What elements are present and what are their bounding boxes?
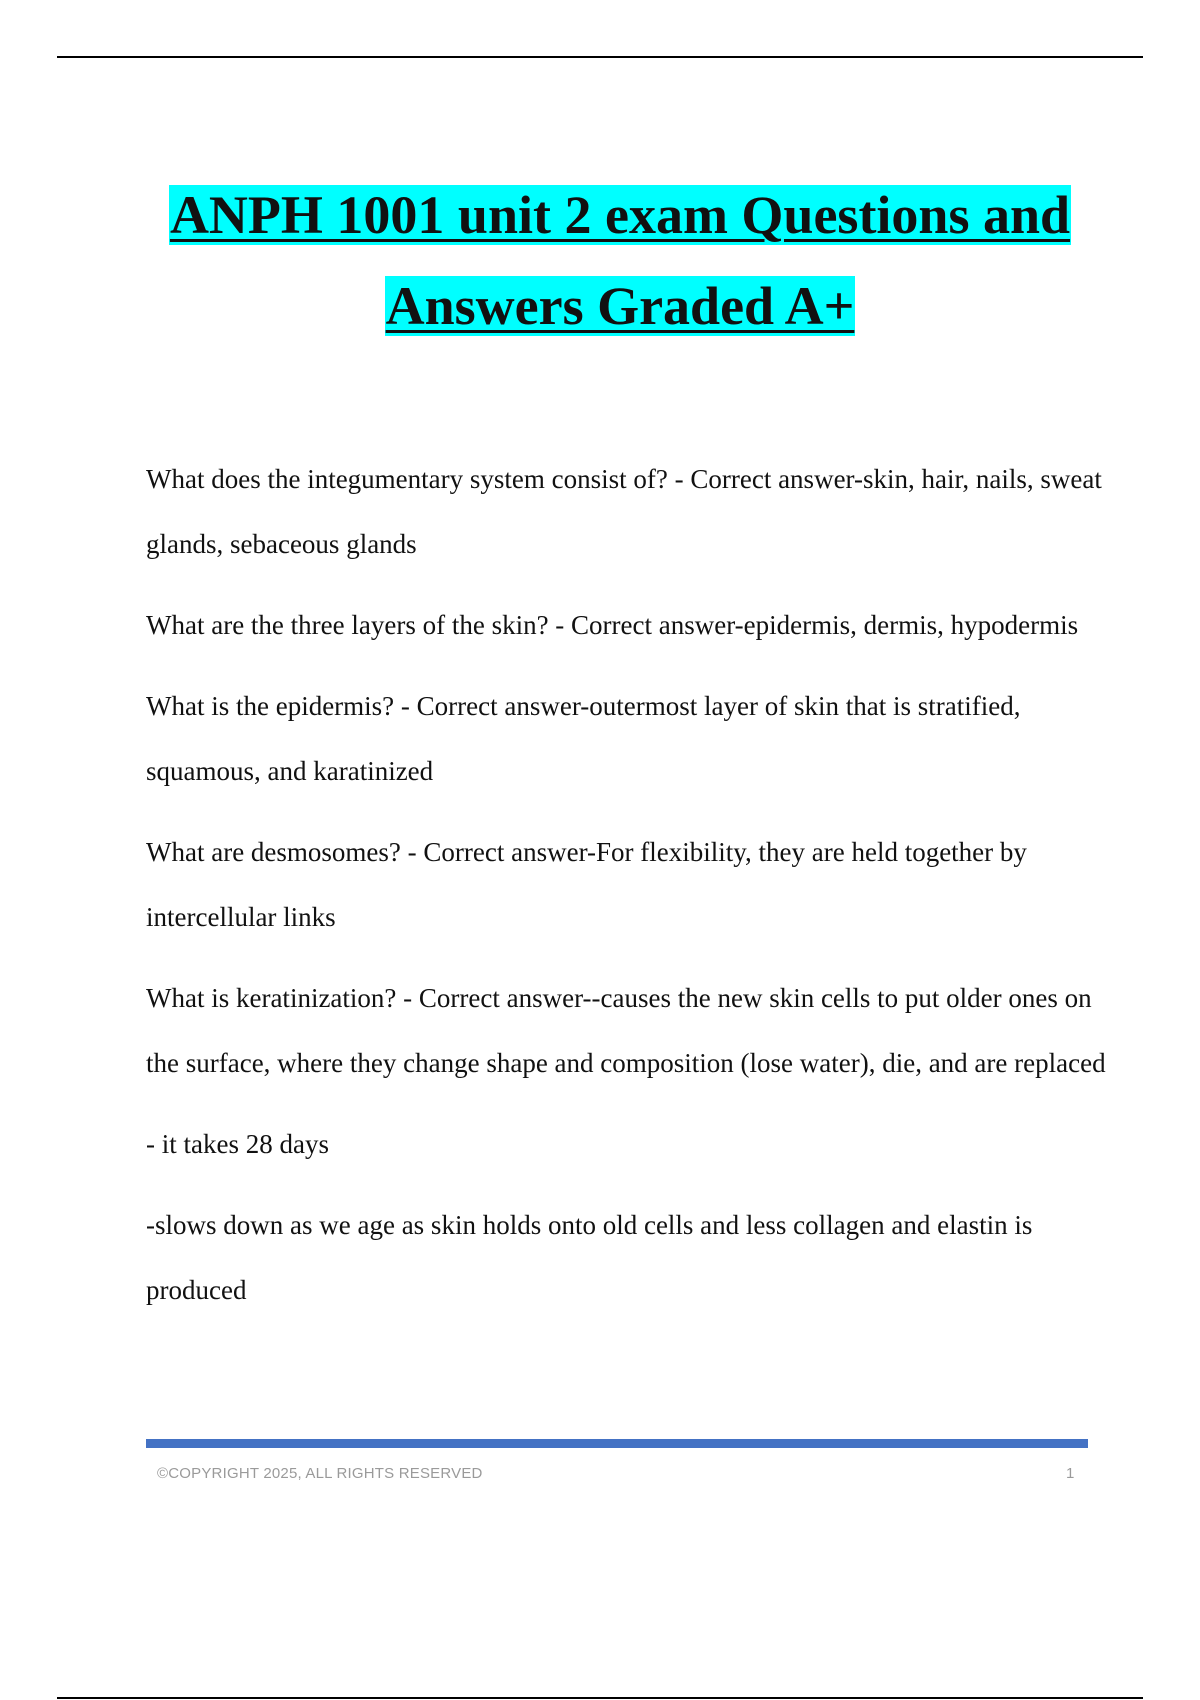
document-body: [146, 447, 1106, 1339]
title-line-1-text: ANPH 1001 unit 2 exam Questions and: [169, 185, 1071, 245]
qa-paragraph-3: What is the epidermis? - Correct answer-outermost layer of skin that is stratified, squamous, and karatinized: [146, 691, 1021, 786]
top-rule: [57, 56, 1143, 58]
bottom-rule: [57, 1697, 1143, 1699]
document-title: [100, 170, 1140, 352]
qa-paragraph-5: What is keratinization? - Correct answer--causes the new skin cells to put older ones on the surface, where they change shape and composition (lose water), die, and are replaced: [146, 983, 1106, 1078]
qa-paragraph-7: -slows down as we age as skin holds onto old cells and less collagen and elastin is produced: [146, 1210, 1033, 1305]
qa-paragraph-6: - it takes 28 days: [146, 1129, 329, 1159]
qa-paragraph-1: What does the integumentary system consist of? - Correct answer-skin, hair, nails, sweat glands, sebaceous glands: [146, 464, 1102, 559]
qa-paragraph-4: What are desmosomes? - Correct answer-For flexibility, they are held together by intercellular links: [146, 837, 1027, 932]
title-line-2-text: Answers Graded A+: [385, 276, 855, 336]
qa-paragraph-2: What are the three layers of the skin? - Correct answer-epidermis, dermis, hypodermis: [146, 610, 1079, 640]
title-line-2: [100, 261, 1140, 352]
footer-bar: [146, 1439, 1088, 1448]
footer-copyright: ©COPYRIGHT 2025, ALL RIGHTS RESERVED: [157, 1465, 483, 1482]
footer-page-number: 1: [1066, 1465, 1075, 1482]
title-line-1: [100, 170, 1140, 261]
